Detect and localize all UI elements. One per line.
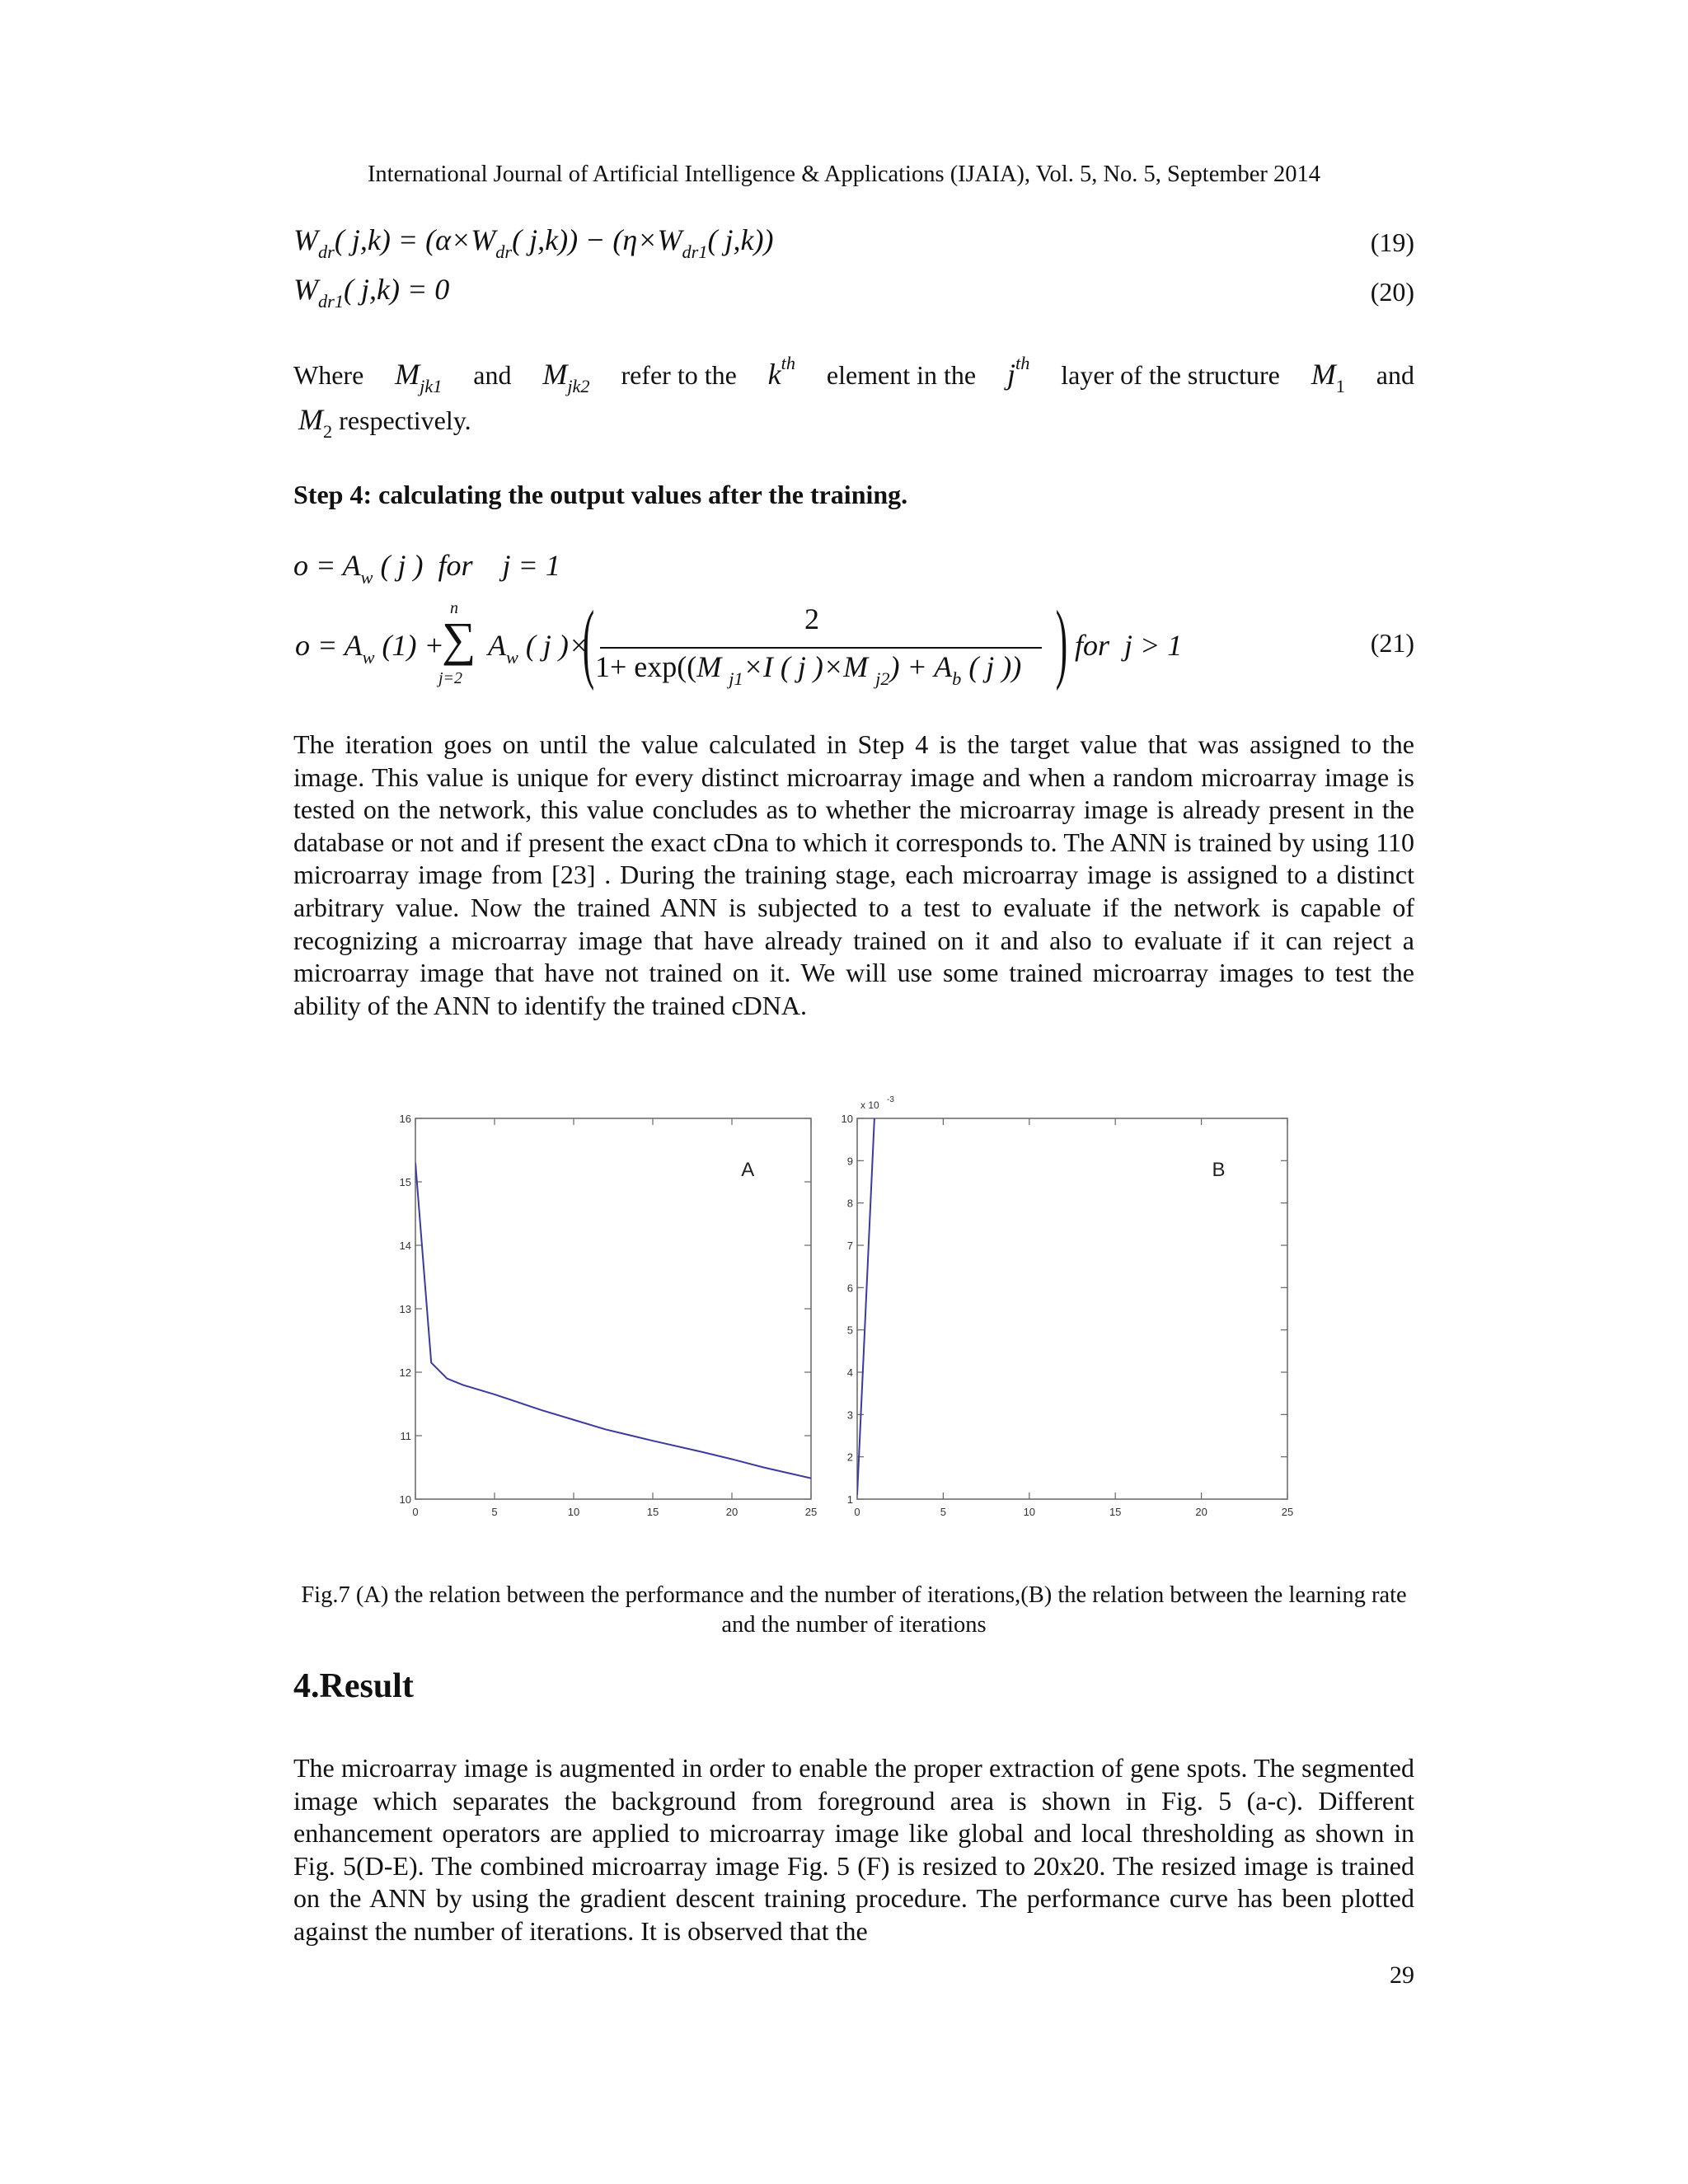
where-word: Where [293, 359, 364, 390]
x-tick-label: 0 [854, 1506, 860, 1518]
x-tick-label: 0 [412, 1506, 419, 1518]
layer-text: layer of the structure [1061, 359, 1280, 390]
y-tick-label: 10 [841, 1113, 853, 1125]
chart-a [400, 1113, 818, 1518]
x-tick-label: 20 [725, 1506, 738, 1518]
where-line-2: $M_2$ respectively. [298, 403, 471, 443]
x-tick-label: 25 [804, 1506, 818, 1518]
equation-21-case-2: $o = A_w$ (1) + ∑ n j=2 $A_w$ ( j )× ( 2 1+ exp((M $_{j1}$×I ( j )×M $_{j2}) + A_b$ ( j )) ) for j > 1 [295, 593, 1183, 691]
x-tick-label: 25 [1281, 1506, 1294, 1518]
y-tick-label: 2 [846, 1451, 853, 1464]
y-tick-label: 6 [846, 1282, 853, 1295]
equation-21-case-1: $o = A_w$ ( j ) for j = 1 [293, 549, 560, 588]
y-tick-label: 9 [846, 1155, 853, 1168]
x-tick-label: 5 [491, 1506, 498, 1518]
equation-19: $W_{dr}$( $j,k) = (\alpha\times W_{dr}$( $j,k)) - (\eta\times W_{dr1}$( j,k)) [293, 223, 774, 263]
page-number: 29 [1390, 1961, 1414, 1989]
y-tick-label: 11 [400, 1430, 411, 1442]
equation-21-numerator: 2 [804, 602, 819, 635]
panel-label: A [741, 1159, 755, 1181]
body-paragraph-1: The iteration goes on until the value calculated in Step 4 is the target value that was assigned to the image. This value is unique for every distinct microarray image and when a random microarray image is tested on the network, this value concludes as to whether the microarray image is already present in the database or not and if present the exact cDna to which it corresponds to. The ANN is trained by using 110 microarray image from [23] . During the training stage, each microarray image is assigned to a distinct arbitrary value. Now the trained ANN is subjected to a test to evaluate if the network is capable of recognizing a microarray image that have already trained on it and also to evaluate if it can reject a microarray image that have not trained on it. We will use some trained microarray images to test the ability of the ANN to identify the trained cDNA. [293, 729, 1414, 1020]
y-tick-label: 10 [399, 1493, 411, 1506]
y-tick-label: 5 [846, 1324, 853, 1337]
x-tick-label: 5 [940, 1506, 947, 1518]
element-text: element in the [826, 359, 977, 390]
section-heading-result: 4.Result [293, 1667, 414, 1705]
y-tick-label: 3 [846, 1408, 853, 1422]
and-word-1: and [473, 359, 512, 390]
x-tick-label: 10 [567, 1506, 580, 1518]
y-tick-label: 12 [399, 1366, 411, 1379]
equation-20-number: (20) [1370, 277, 1414, 307]
x-tick-label: 20 [1195, 1506, 1207, 1518]
and-word-2: and [1376, 359, 1414, 390]
step-4-heading: Step 4: calculating the output values after the training. [293, 480, 908, 509]
figure-7-caption: Fig.7 (A) the relation between the performance and the number of iterations,(B) the relation between the learning rate and the number of iterations [301, 1582, 1407, 1638]
x-tick-label: 10 [1023, 1506, 1036, 1518]
equation-21-number: (21) [1370, 628, 1414, 658]
y-tick-label: 15 [399, 1176, 411, 1188]
y-tick-label: 16 [399, 1113, 411, 1125]
equation-20: $W_{dr1}$( j,k) = 0 [293, 273, 450, 312]
body-paragraph-2: The microarray image is augmented in order to enable the proper extraction of gene spots. The segmented image which separates the background from foreground area is shown in Fig. 5 (a-c). Different enhancement operators are applied to microarray image like global and local thresholding as shown in Fig. 5(D-E). The combined microarray image Fig. 5 (F) is resized to 20x20. The resized image is trained on the ANN by using the gradient descent training procedure. The performance curve has been plotted against the number of iterations. It is observed that the [293, 1753, 1414, 1946]
axis-multiplier: x 10 [860, 1099, 879, 1111]
panel-label: B [1212, 1159, 1226, 1181]
y-tick-label: 4 [846, 1366, 853, 1379]
where-line: Where $M_{jk1}$ and $M_{jk2}$ refer to the $k^{th}$ element in the $j^{th}$ layer of the structure $M_1$ and [293, 353, 1414, 396]
axis-multiplier-exponent: -3 [887, 1095, 894, 1104]
y-tick-label: 7 [846, 1240, 853, 1252]
y-tick-label: 8 [846, 1197, 853, 1210]
y-tick-label: 1 [846, 1493, 853, 1506]
y-tick-label: 13 [399, 1303, 411, 1315]
chart-b [842, 1095, 1294, 1518]
equation-19-number: (19) [1370, 227, 1414, 257]
x-tick-label: 15 [646, 1506, 659, 1518]
refer-text: refer to the [621, 359, 737, 390]
journal-header: International Journal of Artificial Intelligence & Applications (IJAIA), Vol. 5, No. 5, September 2014 [367, 162, 1321, 187]
x-tick-label: 15 [1109, 1506, 1122, 1518]
y-tick-label: 14 [399, 1240, 411, 1252]
